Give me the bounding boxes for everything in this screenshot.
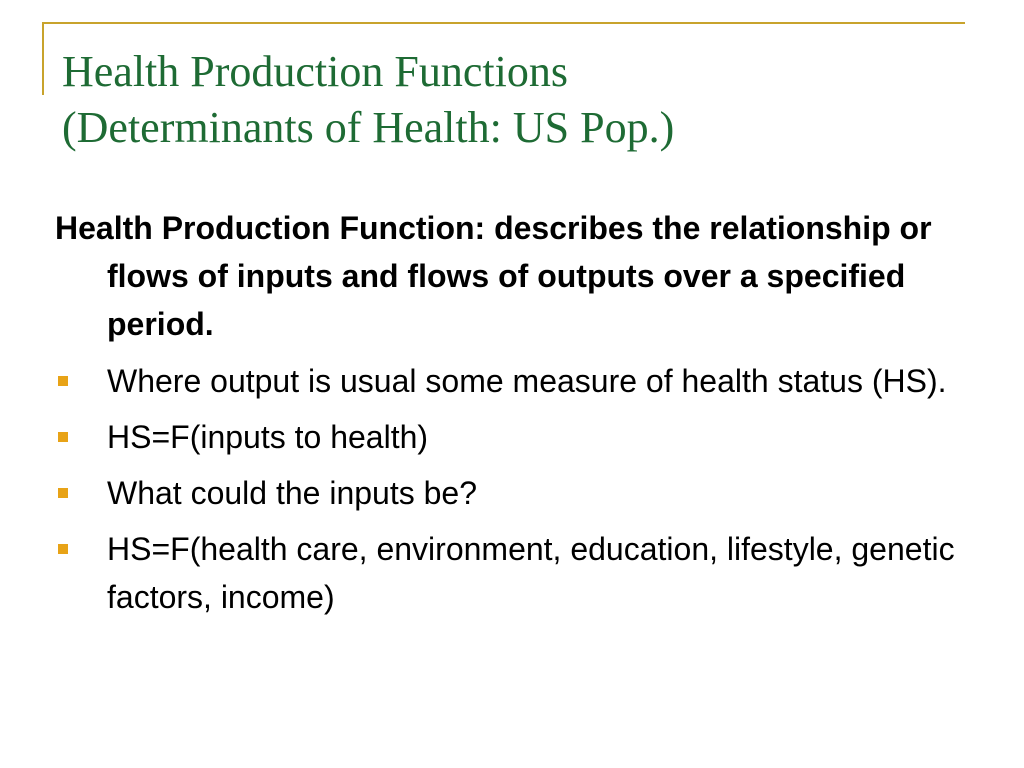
frame-left-rule [42, 22, 44, 95]
title-line-2: (Determinants of Health: US Pop.) [62, 103, 675, 152]
square-bullet-icon [58, 488, 68, 498]
lead-paragraph: Health Production Function: describes the relationship or flows of inputs and flows of outputs over a specified period. [55, 210, 932, 342]
bullet-item [55, 357, 995, 405]
frame-top-rule [42, 22, 965, 24]
bullet-text: HS=F(health care, environment, education, lifestyle, genetic factors, income) [107, 531, 955, 615]
bullet-text: HS=F(inputs to health) [107, 419, 429, 455]
square-bullet-icon [58, 432, 68, 442]
slide-body [55, 204, 995, 629]
square-bullet-icon [58, 376, 68, 386]
square-bullet-icon [58, 544, 68, 554]
bullet-text: What could the inputs be? [107, 475, 478, 511]
title-line-1: Health Production Functions [62, 47, 568, 96]
bullet-item [55, 525, 995, 621]
bullet-item [55, 469, 995, 517]
bullet-text: Where output is usual some measure of health status (HS). [107, 363, 947, 399]
bullet-item [55, 413, 995, 461]
slide-title [62, 44, 982, 156]
